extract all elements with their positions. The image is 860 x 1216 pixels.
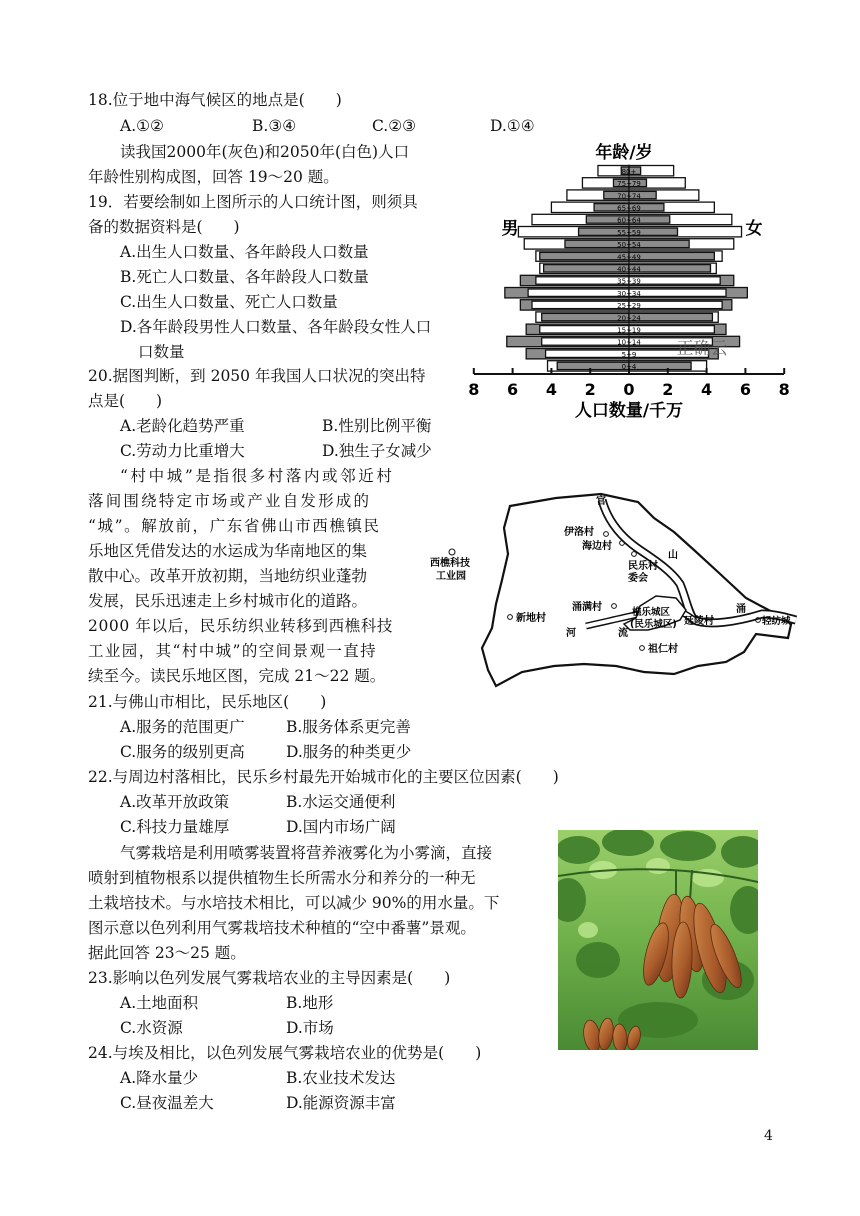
label-qiaole-urban-1: 樵乐城区 — [632, 607, 671, 618]
intro19-line2: 年龄性别构成图，回答 19～20 题。 — [88, 168, 339, 186]
bar-female-2000 — [629, 252, 714, 259]
bar-male-2050 — [536, 277, 629, 284]
q23-option-b: B.地形 — [286, 994, 334, 1012]
bar-female-2050 — [629, 301, 722, 308]
q23-option-d: D.市场 — [286, 1019, 334, 1037]
q19-line2: 备的数据资料是( ) — [88, 218, 240, 236]
q23-option-c: C.水资源 — [120, 1019, 183, 1037]
q19-option-a: A.出生人口数量、各年龄段人口数量 — [120, 243, 369, 261]
q22-option-c: C.科技力量雄厚 — [120, 818, 230, 836]
q18-option-b: B.③④ — [252, 117, 297, 135]
q20-line1: 20.据图判断，到 2050 年我国人口状况的突出特 — [88, 367, 426, 385]
label-qingfang-city: 轻纺城 — [762, 616, 791, 627]
bar-male-2050 — [546, 350, 629, 357]
bar-female-2000 — [629, 362, 691, 369]
page-number: 4 — [764, 1128, 773, 1144]
intro21-line2: 落间围绕特定市场或产业自发形成的 — [88, 492, 372, 510]
q22-option-d: D.国内市场广阔 — [286, 818, 396, 836]
pyramid-x-label: 人口数量/千万 — [574, 401, 684, 421]
label-xiqiao-park-2: 工业园 — [436, 571, 466, 582]
bar-female-2050 — [629, 289, 726, 296]
label-shan: 山 — [668, 550, 678, 561]
age-group-label: 10~14 — [617, 338, 641, 347]
q19-option-d1: D.各年龄段男性人口数量、各年龄段女性人口 — [120, 318, 432, 336]
q19-option-c: C.出生人口数量、死亡人口数量 — [120, 293, 338, 311]
label-yanling-village: 延陵村 — [684, 616, 714, 627]
age-group-label: 40~44 — [617, 265, 641, 274]
aeroponic-sweet-potato-photo — [558, 830, 758, 1050]
age-group-label: 55~59 — [617, 228, 641, 237]
intro23-line5: 据此回答 23～25 题。 — [88, 944, 246, 962]
q21-stem: 21.与佛山市相比，民乐地区( ) — [88, 693, 327, 711]
label-minle-committee-2: 委会 — [628, 573, 648, 584]
x-tick-label: 0 — [623, 380, 635, 399]
dot-xiqiao-park — [449, 549, 455, 555]
population-pyramid — [466, 136, 796, 426]
intro21-line7: 2000 年以后，民乐纺织业转移到西樵科技 — [88, 617, 393, 635]
q21-option-b: B.服务体系更完善 — [286, 718, 411, 736]
q21-option-a: A.服务的范围更广 — [120, 718, 245, 736]
sweet-potato-illustration — [558, 830, 758, 1050]
intro23-line4: 图示意以色列利用气雾栽培技术种植的“空中番薯”景观。 — [88, 919, 476, 937]
label-zuren-village: 祖仁村 — [648, 644, 678, 655]
q23-stem: 23.影响以色列发展气雾栽培农业的主导因素是( ) — [88, 969, 451, 987]
q23-option-a: A.土地面积 — [120, 994, 199, 1012]
intro21-line3: “城”。解放前，广东省佛山市西樵镇民 — [88, 517, 381, 535]
q18-stem: 18.位于地中海气候区的地点是( ) — [88, 91, 342, 109]
intro21-line6: 发展，民乐迅速走上乡村城市化的道路。 — [88, 592, 368, 610]
label-yongman-village: 涌满村 — [572, 602, 602, 613]
q22-stem: 22.与周边村落相比，民乐乡村最先开始城市化的主要区位因素( ) — [88, 768, 559, 786]
watermark: 正确云 — [676, 339, 728, 359]
bar-male-2050 — [532, 301, 629, 308]
q21-option-d: D.服务的种类更少 — [286, 743, 412, 761]
label-qiaole-urban-2: (民乐城区) — [630, 619, 677, 630]
q19-option-b: B.死亡人口数量、各年龄段人口数量 — [120, 268, 369, 286]
q22-option-a: A.改革开放政策 — [120, 793, 230, 811]
age-group-label: 15~19 — [617, 326, 641, 335]
q20-option-d: D.独生子女减少 — [322, 442, 432, 460]
bar-male-2000 — [557, 362, 629, 369]
bar-male-2050 — [540, 326, 629, 333]
age-group-label: 45~49 — [617, 253, 641, 262]
age-group-label: 60~64 — [617, 216, 641, 225]
bar-female-2050 — [629, 326, 714, 333]
label-xindi-village: 新地村 — [516, 613, 546, 624]
bar-female-2000 — [629, 313, 712, 320]
pyramid-male-label: 男 — [501, 219, 519, 239]
intro21-line5: 散中心。改革开放初期，当地纺织业蓬勃 — [88, 567, 368, 585]
intro21-line1: “村中城”是指很多村落内或邻近村 — [120, 467, 395, 485]
q18-option-c: C.②③ — [372, 117, 417, 135]
label-haibian-village: 海边村 — [582, 541, 612, 552]
age-group-label: 80+ — [621, 167, 637, 176]
label-xiqiao-park-1: 西樵科技 — [430, 558, 470, 569]
bar-male-2050 — [528, 289, 629, 296]
bar-female-2000 — [629, 265, 710, 272]
label-yiluo-village: 伊洛村 — [564, 527, 594, 538]
intro21-line4: 乐地区凭借发达的水运成为华南地区的集 — [88, 542, 368, 560]
age-group-label: 0~4 — [621, 363, 637, 372]
label-liu: 流 — [618, 628, 628, 639]
district-boundary — [482, 494, 792, 686]
q24-option-d: D.能源资源丰富 — [286, 1094, 396, 1112]
q20-option-b: B.性别比例平衡 — [322, 417, 432, 435]
x-tick-label: 2 — [584, 380, 596, 399]
age-group-label: 70~74 — [617, 192, 641, 201]
age-group-label: 5~9 — [621, 350, 637, 359]
q20-option-a: A.老龄化趋势严重 — [120, 417, 245, 435]
intro23-line1: 气雾栽培是利用喷雾装置将营养液雾化为小雾滴，直接 — [120, 844, 493, 862]
age-group-label: 25~29 — [617, 302, 641, 311]
bar-male-2050 — [542, 338, 629, 345]
q21-option-c: C.服务的级别更高 — [120, 743, 245, 761]
pyramid-female-label: 女 — [745, 219, 763, 239]
intro23-line2: 喷射到植物根系以提供植物生长所需水分和养分的一种无 — [88, 869, 476, 887]
age-group-label: 65~69 — [617, 204, 641, 213]
label-minle-committee-1: 民乐村 — [628, 561, 658, 572]
x-tick-label: 8 — [468, 380, 480, 399]
label-he: 河 — [566, 628, 576, 639]
label-yong: 涌 — [736, 604, 746, 615]
age-group-label: 35~39 — [617, 277, 641, 286]
minle-map — [426, 488, 798, 694]
q20-option-c: C.劳动力比重增大 — [120, 442, 245, 460]
intro23-line3: 土栽培技术。与水培技术相比，可以减少 90%的用水量。下 — [88, 894, 500, 912]
q24-option-b: B.农业技术发达 — [286, 1069, 396, 1087]
bar-male-2000 — [540, 252, 629, 259]
label-guan: 官 — [596, 496, 606, 507]
x-tick-label: 6 — [507, 380, 519, 399]
intro21-line9: 续至今。读民乐地区图，完成 21～22 题。 — [88, 667, 386, 685]
q24-option-c: C.昼夜温差大 — [120, 1094, 214, 1112]
pyramid-title: 年龄/岁 — [595, 143, 653, 163]
x-tick-label: 4 — [545, 380, 557, 399]
x-tick-label: 4 — [701, 380, 713, 399]
bar-female-2050 — [629, 277, 720, 284]
x-tick-label: 8 — [778, 380, 790, 399]
q20-line2: 点是( ) — [88, 392, 163, 410]
age-group-label: 50~54 — [617, 241, 641, 250]
age-group-label: 75~79 — [617, 180, 641, 189]
age-group-label: 20~24 — [617, 314, 641, 323]
bar-male-2000 — [542, 313, 629, 320]
x-tick-label: 2 — [662, 380, 674, 399]
q18-option-d: D.①④ — [490, 117, 535, 135]
q22-option-b: B.水运交通便利 — [286, 793, 396, 811]
x-tick-label: 6 — [739, 380, 751, 399]
q24-option-a: A.降水量少 — [120, 1069, 199, 1087]
q18-option-a: A.①② — [120, 117, 164, 135]
q19-option-d2: 口数量 — [138, 343, 185, 361]
q24-stem: 24.与埃及相比，以色列发展气雾栽培农业的优势是( ) — [88, 1044, 482, 1062]
age-group-label: 30~34 — [617, 289, 641, 298]
q19-line1: 19．若要绘制如上图所示的人口统计图，则须具 — [88, 193, 418, 211]
intro21-line8: 工业园，其“村中城”的空间景观一直持 — [88, 642, 378, 660]
intro19-line1: 读我国2000年(灰色)和2050年(白色)人口 — [120, 143, 410, 161]
